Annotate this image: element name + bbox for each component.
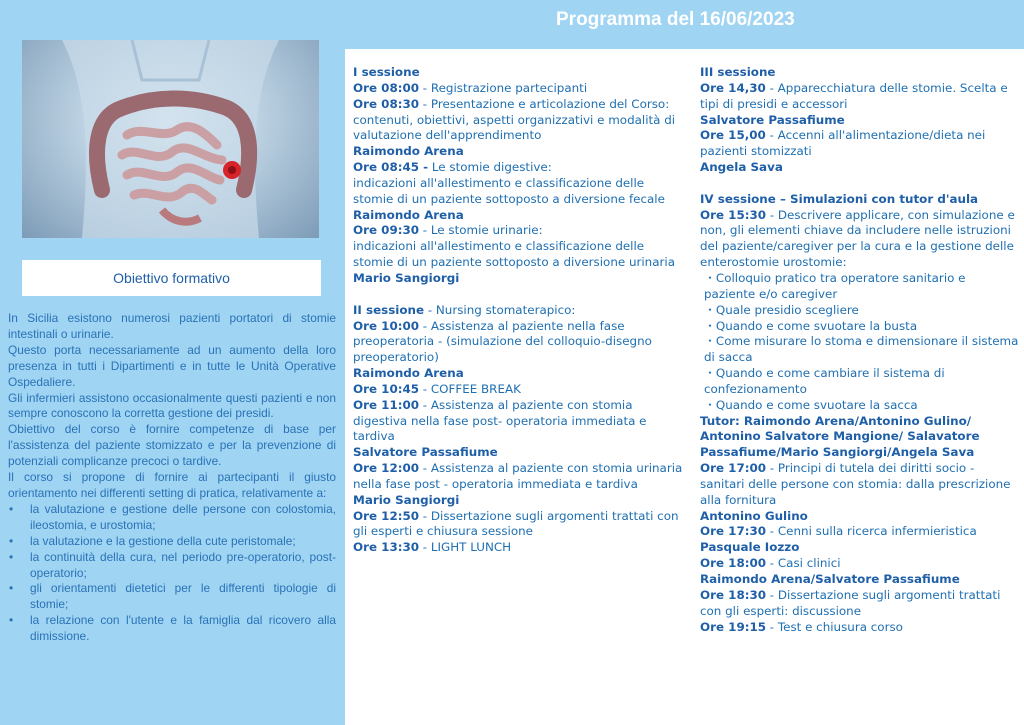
list-item: • la continuità della cura, nel periodo pre-operatorio, post-operatorio; — [8, 550, 336, 582]
objective-text — [8, 311, 336, 645]
schedule-item: Ore 17:30 - Cenni sulla ricerca infermieristica — [700, 524, 977, 539]
list-item: • la valutazione e la gestione della cute peristomale; — [8, 534, 336, 550]
schedule-item: Ore 10:00 - Assistenza al paziente nella fase preoperatoria - (simulazione del colloquio-disegno preoperatorio) — [353, 318, 652, 365]
schedule-item: Ore 15,00 - Accenni all'alimentazione/dieta nei pazienti stomizzati — [700, 128, 986, 159]
speaker: Raimondo Arena — [353, 207, 464, 222]
list-item: ・Come misurare lo stoma e dimensionare il sistema di sacca — [704, 334, 1019, 365]
list-item: • gli orientamenti dietetici per le differenti tipologie di stomie; — [8, 581, 336, 613]
schedule-item: Ore 17:00 - Principi di tutela dei diritti socio - sanitari delle persone con stomia: dalla prescrizione alla fornitura — [700, 461, 1011, 507]
speaker: Salvatore Passafiume — [353, 445, 498, 460]
objective-title: Obiettivo formativo — [113, 270, 230, 286]
page-title: Programma del 16/06/2023 — [556, 9, 795, 30]
list-item: • la relazione con l'utente e la famiglia dal ricovero alla dimissione. — [8, 613, 336, 645]
schedule-item: Ore 11:00 - Assistenza al paziente con stomia digestiva nella fase post- operatoria immediata e tardiva — [353, 397, 647, 444]
objective-list — [8, 502, 336, 645]
list-item: ・Quando e come svuotare la busta — [704, 318, 918, 333]
objective-paragraph: Questo porta necessariamente ad un aumento della loro presenza in tutti i Dipartimenti e in tutte le Unità Operative Ospedaliere. — [8, 342, 336, 389]
list-item: ・Quale presidio scegliere — [704, 302, 859, 317]
program-column-2 — [700, 65, 1020, 635]
session-3-title: III sessione — [700, 65, 776, 79]
schedule-item: Ore 09:30 - Le stomie urinarie: — [353, 223, 543, 238]
schedule-item: Ore 14,30 - Apparecchiatura delle stomie. Scelta e tipi di presidi e accessori — [700, 80, 1008, 111]
speaker: Raimondo Arena — [353, 366, 464, 381]
speaker: Mario Sangiorgi — [353, 492, 460, 507]
speaker: Pasquale Iozzo — [700, 540, 800, 555]
schedule-item: Ore 13:30 - LIGHT LUNCH — [353, 540, 512, 555]
objective-paragraph: Il corso si propone di fornire ai partecipanti il giusto orientamento nei differenti setting di pratica, relativamente a: — [8, 470, 336, 500]
program-column-1 — [353, 65, 683, 556]
objective-paragraph: Obiettivo del corso è fornire competenze di base per l'assistenza del paziente stomizzato e per la prevenzione di potenziali complicanze precoci o tardive. — [8, 422, 336, 469]
list-item: ・Colloquio pratico tra operatore sanitario e paziente e/o caregiver — [704, 270, 966, 301]
list-item: ・Quando e come cambiare il sistema di confezionamento — [704, 366, 945, 396]
schedule-item: Ore 08:30 - Presentazione e articolazione del Corso: contenuti, obiettivi, aspetti organizzativi e modalità di valutazione dell'apprendimento — [353, 96, 676, 143]
speaker: Raimondo Arena — [353, 144, 464, 159]
list-item: ・Quando e come svuotare la sacca — [704, 397, 918, 412]
session-4-title: IV sessione – Simulazioni con tutor d'aula — [700, 191, 979, 206]
schedule-item: Ore 10:45 - COFFEE BREAK — [353, 381, 521, 396]
schedule-item: Ore 18:00 - Casi clinici — [700, 556, 841, 571]
objective-heading-box — [22, 260, 321, 296]
schedule-item: Ore 18:30 - Dissertazione sugli argomenti trattati con gli esperti: discussione — [700, 587, 1001, 618]
speaker: Antonino Gulino — [700, 508, 808, 523]
tutors: Tutor: Raimondo Arena/Antonino Gulino/ Antonino Salvatore Mangione/ Salavatore Passafiume/Mario Sangiorgi/Angela Sava — [700, 413, 980, 460]
objective-paragraph: In Sicilia esistono numerosi pazienti portatori di stomie intestinali o urinarie. — [8, 311, 336, 341]
schedule-item: Ore 08:00 - Registrazione partecipanti — [353, 80, 588, 95]
speaker: Raimondo Arena/Salvatore Passafiume — [700, 572, 960, 586]
session-2-title: II sessione - Nursing stomaterapico: — [353, 302, 576, 317]
schedule-item: Ore 15:30 - Descrivere applicare, con simulazione e non, gli elementi chiave da includere nelle istruzioni del paziente/caregiver per la cura e la gestione delle enterostomie urostomie: — [700, 207, 1015, 270]
speaker: Angela Sava — [700, 160, 783, 175]
schedule-item: Ore 08:45 - Le stomie digestive: — [353, 160, 552, 175]
schedule-item: Ore 12:00 - Assistenza al paziente con stomia urinaria nella fase post - operatoria immediata e tardiva — [353, 461, 683, 491]
schedule-detail: indicazioni all'allestimento e classificazione delle stomie di un paziente sottoposto a diversione urinaria — [353, 239, 675, 270]
schedule-item: Ore 19:15 - Test e chiusura corso — [700, 619, 903, 634]
schedule-item: Ore 12:50 - Dissertazione sugli argomenti trattati con gli esperti e chiusura sessione — [353, 508, 679, 539]
objective-paragraph: Gli infermieri assistono occasionalmente questi pazienti e non sempre conoscono la corretta gestione dei presidi. — [8, 390, 336, 421]
anatomy-image — [22, 40, 319, 238]
list-item: • la valutazione e gestione delle persone con colostomia, ileostomia, e urostomia; — [8, 502, 336, 534]
intestine-illustration — [22, 40, 319, 238]
speaker: Salvatore Passafiume — [700, 112, 845, 127]
schedule-detail: indicazioni all'allestimento e classificazione delle stomie di un paziente sottoposto a diversione fecale — [353, 175, 665, 206]
session-1-title: I sessione — [353, 65, 420, 79]
speaker: Mario Sangiorgi — [353, 270, 460, 285]
